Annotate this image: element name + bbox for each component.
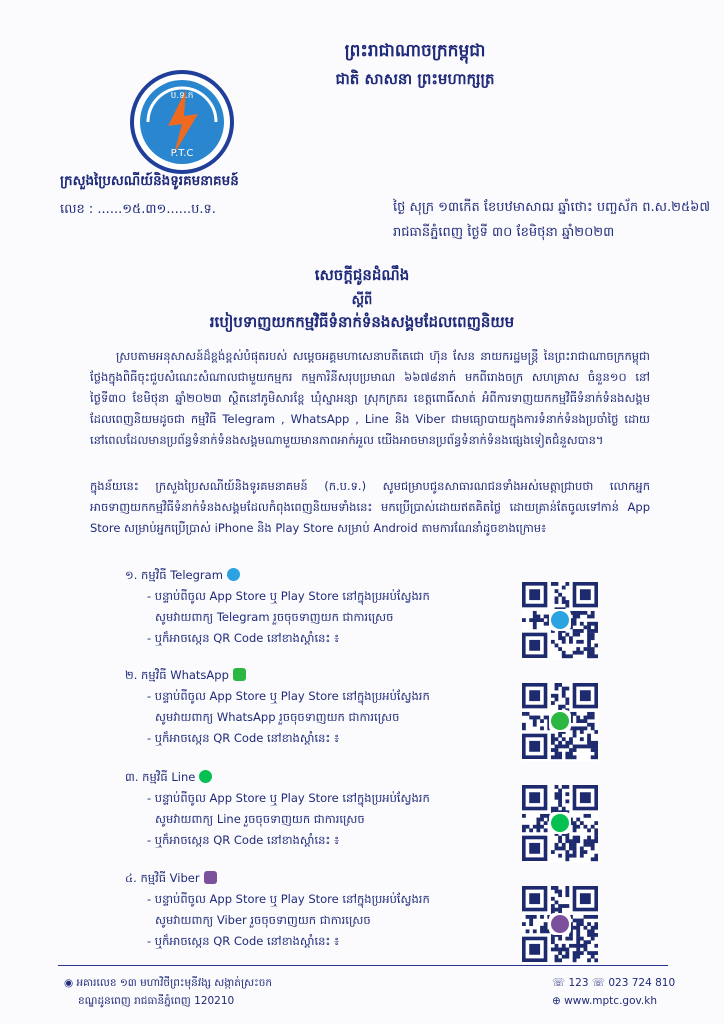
instruction-line: - បន្ទាប់ពីចូល App Store ឬ Play Store នៅក្នុងប្រអប់ស្វែងរក [147,689,430,703]
app-item-viber [125,868,515,952]
location-pin-icon: ◉ [64,977,74,989]
solar-date: រាជធានីភ្នំពេញ ថ្ងៃទី ៣០ ខែមិថុនា ឆ្នាំ២០២៣ [393,225,615,240]
notice-title: សេចក្តីជូនដំណឹង [314,266,410,284]
footer-phone: ☏ 123 ☏ 023 724 810 [552,977,676,989]
telegram-qr-code[interactable] [522,582,598,660]
footer-address-line-1: ◉ អគារលេខ ១៣ មហាវិថីព្រះមុនីវង្ស សង្កាត់ស្រះចក [64,977,273,989]
ref-value: ......១៥.៣១......ប.ទ. [97,202,216,217]
instruction-line: - បន្ទាប់ពីចូល App Store ឬ Play Store នៅក្នុងប្រអប់ស្វែងរក [147,589,430,603]
item-number: ៣. [125,770,139,784]
footer-address-line-2: ខណ្ឌដូនពេញ រាជធានីភ្នំពេញ 120210 [78,995,235,1007]
logo-top-text: ប.ទ.ក [170,91,194,101]
app-name: កម្មវិធី Telegram [141,568,223,582]
reference-number [60,201,216,220]
item-number: ២. [125,668,138,682]
lunar-date: ថ្ងៃ សុក្រ ១៣កើត ខែបឋមាសាឍ ឆ្នាំថោះ បញ្ចស័ក ព.ស.២៥៦៧ [393,200,711,215]
viber-icon [204,871,217,884]
ministry-logo [128,68,236,176]
app-name: កម្មវិធី Line [142,770,196,784]
motto-heading: ជាតិ សាសនា ព្រះមហាក្សត្រ [335,70,495,88]
notice-subject: របៀបទាញយកកម្មវិធីទំនាក់ទំនងសង្គមដែលពេញនិយម [209,313,515,331]
line-qr-code[interactable] [522,785,598,863]
line-icon [199,770,212,783]
phone-icon: ☏ [591,977,606,989]
ref-label: លេខ : [60,202,94,217]
instruction-line: សូមវាយពាក្យ Line រួចចុចទាញយក ជាការស្រេច [155,812,365,826]
app-item-whatsapp [125,665,515,749]
item-number: ៤. [125,871,137,885]
app-item-line [125,767,515,851]
item-number: ១. [125,568,138,582]
app-name: កម្មវិធី Viber [140,871,200,885]
ministry-name: ក្រសួងប្រៃសណីយ៍និងទូរគមនាគមន៍ [60,173,239,189]
instruction-line: សូមវាយពាក្យ WhatsApp រួចចុចទាញយក ជាការស្រេច [155,710,400,724]
globe-icon: ⊕ [552,995,561,1007]
paragraph-1: ស្របតាមអនុសាសន៍ដ៏ខ្ពង់ខ្ពស់បំផុតរបស់ សម្តេចអគ្គមហាសេនាបតីតេជោ ហ៊ុន សែន នាយករដ្ឋមន្ត្រី នៃព្រះរាជាណាចក្រកម្ពុជា ថ្លែងក្នុងពិធីចុះជួបសំណេះសំណាលជាមួយកម្មករ កម្មការិនីសរុបប្រមាណ ៦៦៧៨នាក់ មកពីរោងចក្រ សហគ្រាស ចំនួន១០ នៅថ្ងៃទី៣០ ខែមិថុនា ឆ្នាំ២០២៣ ស្ថិតនៅភូមិសារខ្ពែ ឃុំស្នាអន្សា ស្រុកក្រគរ ខេត្តពោធិ៍សាត់ អំពីការទាញយកកម្មវិធីទំនាក់ទំនងសង្គមដែលពេញនិយមដូចជា កម្មវិធី Telegram , WhatsApp , Line និង Viber ជាមធ្យោបាយក្នុងការទំនាក់ទំនងប្រចាំថ្ងៃ ដោយនៅពេលដែលមានប្រព័ន្ធទំនាក់ទំនងសង្គមណាមួយមានភាពអាក់អួល យើងអាចមានប្រព័ន្ធទំនាក់ទំនងផ្សេងទៀតជំនួសបាន។ [90,349,650,447]
app-name: កម្មវិធី WhatsApp [141,668,229,682]
whatsapp-qr-code[interactable] [522,683,598,761]
instruction-line: - ឬក៏អាចស្កេន QR Code នៅខាងស្តាំនេះ ៖ [147,833,340,847]
instruction-line: - ឬក៏អាចស្កេន QR Code នៅខាងស្តាំនេះ ៖ [147,934,340,948]
instruction-line: សូមវាយពាក្យ Viber រួចចុចទាញយក ជាការស្រេច [155,913,371,927]
telegram-icon [227,568,240,581]
paragraph-2: ក្នុងន័យនេះ ក្រសួងប្រៃសណីយ៍និងទូរគមនាគមន៍ (ក.ប.ទ.) សូមជម្រាបជូនសាធារណជនទាំងអស់មេត្តាជ្រាបថា លោកអ្នកអាចទាញយកកម្មវិធីទំនាក់ទំនងសង្គមដែលកំពុងពេញនិយមទាំងនេះ មកប្រើប្រាស់ដោយឥតគិតថ្លៃ ដោយគ្រាន់តែចូលទៅកាន់ App Store សម្រាប់អ្នកប្រើប្រាស់ iPhone និង Play Store សម្រាប់ Android តាមការណែនាំដូចខាងក្រោម៖ [90,479,650,535]
notice-about: ស្តីពី [351,293,373,308]
logo-bottom-text: P.T.C [170,148,194,159]
footer-website[interactable]: ⊕ www.mptc.gov.kh [552,995,657,1007]
instruction-line: សូមវាយពាក្យ Telegram រួចចុចទាញយក ជាការស្រេច [155,610,394,624]
phone-icon: ☏ [552,977,566,989]
whatsapp-icon [233,668,246,681]
kingdom-heading: ព្រះរាជាណាចក្រកម្ពុជា [344,41,486,61]
app-item-telegram [125,565,515,649]
instruction-line: - ឬក៏អាចស្កេន QR Code នៅខាងស្តាំនេះ ៖ [147,631,340,645]
instruction-line: - បន្ទាប់ពីចូល App Store ឬ Play Store នៅក្នុងប្រអប់ស្វែងរក [147,791,430,805]
viber-qr-code[interactable] [522,886,598,964]
instruction-line: - ឬក៏អាចស្កេន QR Code នៅខាងស្តាំនេះ ៖ [147,731,340,745]
footer-divider [58,965,668,966]
instruction-line: - បន្ទាប់ពីចូល App Store ឬ Play Store នៅក្នុងប្រអប់ស្វែងរក [147,892,430,906]
